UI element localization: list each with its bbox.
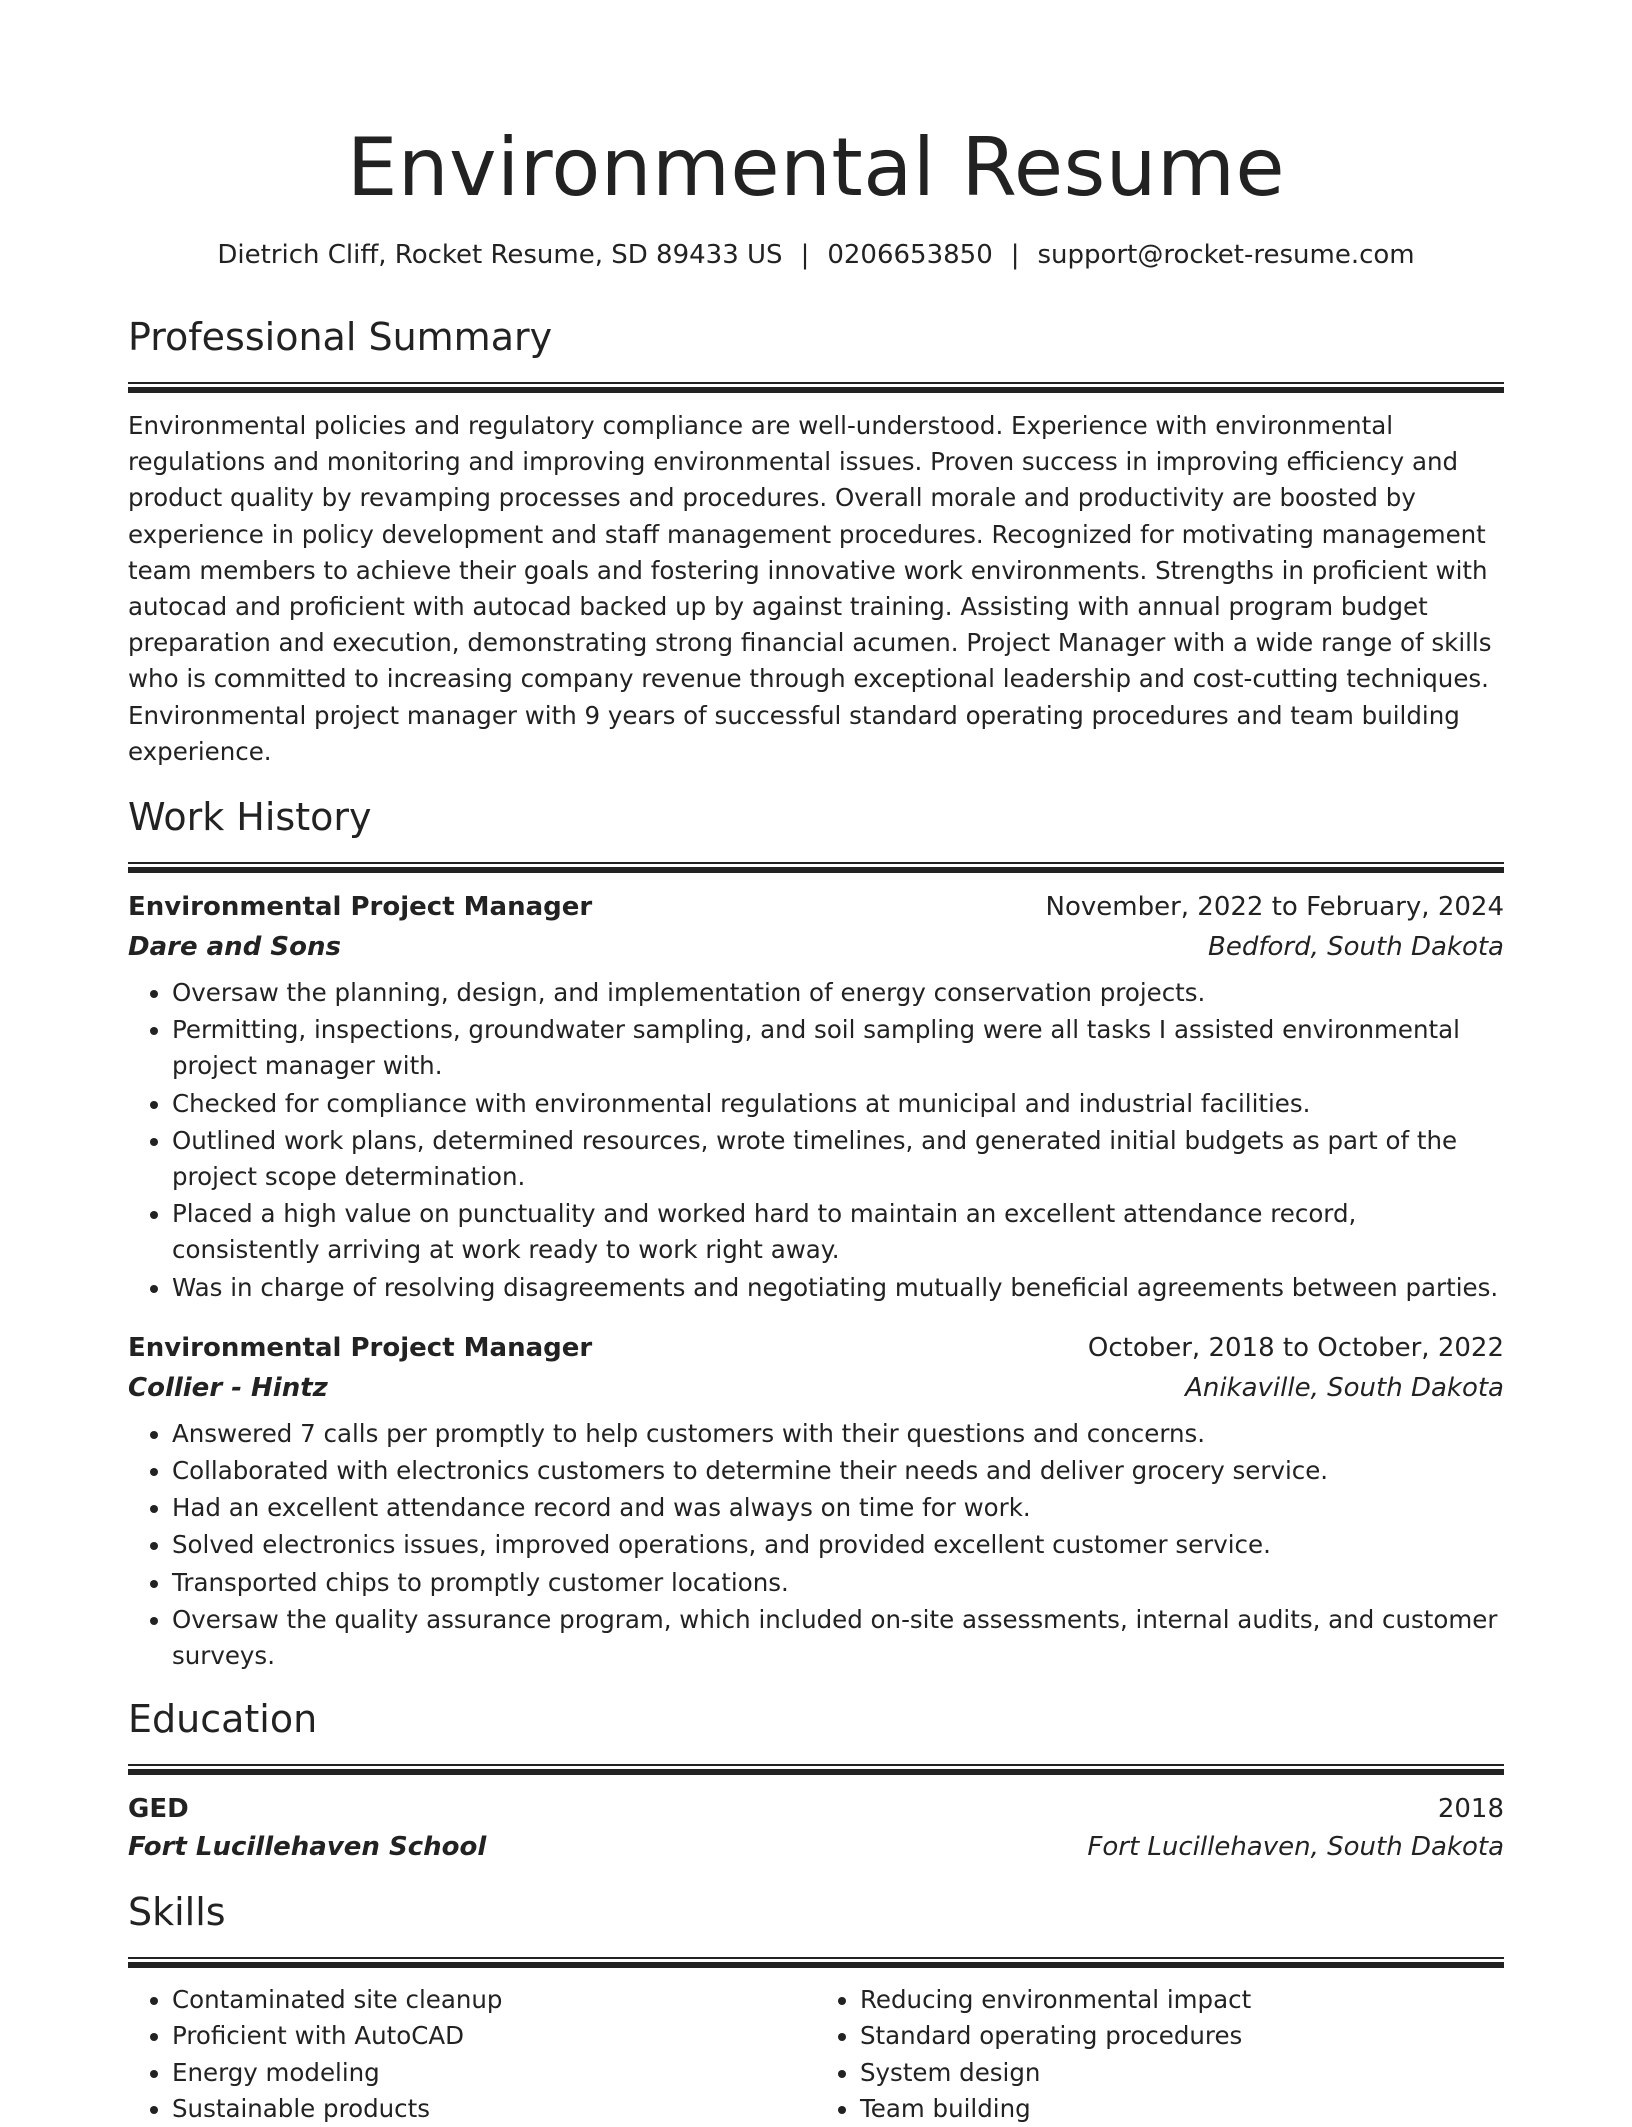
list-item: • Checked for compliance with environmental regulations at municipal and industrial facilities. xyxy=(172,1086,1504,1122)
skill-item: • Contaminated site cleanup xyxy=(172,1982,816,2018)
section-heading-summary: Professional Summary xyxy=(128,315,553,359)
work-history-section xyxy=(128,792,1504,1674)
skill-item: • System design xyxy=(860,2055,1504,2091)
contact-address: Dietrich Cliff, Rocket Resume, SD 89433 US xyxy=(217,240,783,270)
list-item: • Answered 7 calls per promptly to help customers with their questions and concerns. xyxy=(172,1416,1504,1452)
section-divider xyxy=(128,862,1504,873)
list-item: • Permitting, inspections, groundwater sampling, and soil sampling were all tasks I assisted environmental project manager with. xyxy=(172,1012,1504,1084)
section-divider xyxy=(128,382,1504,393)
resume-title: Environmental Resume xyxy=(346,121,1286,214)
list-item: • Had an excellent attendance record and was always on time for work. xyxy=(172,1490,1504,1526)
job-location: Bedford, South Dakota xyxy=(1208,932,1504,963)
education-header-row xyxy=(128,1791,1504,1827)
education-section xyxy=(128,1694,1504,1865)
job-company-row xyxy=(128,1370,1504,1406)
education-school-row xyxy=(128,1829,1504,1865)
list-item: • Placed a high value on punctuality and worked hard to maintain an excellent attendance record, consistently arriving at work ready to work right away. xyxy=(172,1196,1504,1268)
job-entry xyxy=(128,889,1504,1306)
job-location: Anikaville, South Dakota xyxy=(1185,1372,1504,1403)
contact-separator: | xyxy=(1010,240,1020,270)
skill-item: • Sustainable products xyxy=(172,2091,816,2127)
job-title: Environmental Project Manager xyxy=(128,892,593,923)
skills-list-left xyxy=(128,1982,816,2127)
list-item: • Solved electronics issues, improved operations, and provided excellent customer service. xyxy=(172,1527,1504,1563)
list-item: • Oversaw the planning, design, and implementation of energy conservation projects. xyxy=(172,975,1504,1011)
skills-list-right xyxy=(816,1982,1504,2127)
job-company: Collier - Hintz xyxy=(128,1372,328,1403)
job-header-row xyxy=(128,1330,1504,1366)
skill-item: • Standard operating procedures xyxy=(860,2018,1504,2054)
skill-item: • Energy modeling xyxy=(172,2055,816,2091)
list-item: • Was in charge of resolving disagreements and negotiating mutually beneficial agreements between parties. xyxy=(172,1270,1504,1306)
job-header-row xyxy=(128,889,1504,925)
summary-text: Environmental policies and regulatory compliance are well-understood. Experience with environmental regulations and monitoring and improving environmental issues. Proven success in improving efficiency and product quality by revamping processes and procedures. Overall morale and productivity are boosted by experience in policy development and staff management procedures. Recognized for motivating management team members to achieve their goals and fostering innovative work environments. Strengths in proficient with autocad and proficient with autocad backed up by against training. Assisting with annual program budget preparation and execution, demonstrating strong financial acumen. Project Manager with a wide range of skills who is committed to increasing company revenue through exceptional leadership and cost-cutting techniques. Environmental project manager with 9 years of successful standard operating procedures and team building experience. xyxy=(128,411,1492,766)
education-location: Fort Lucillehaven, South Dakota xyxy=(1087,1832,1504,1863)
section-divider xyxy=(128,1957,1504,1968)
skill-item: • Team building xyxy=(860,2091,1504,2127)
skills-columns xyxy=(128,1982,1504,2127)
list-item: • Outlined work plans, determined resources, wrote timelines, and generated initial budgets as part of the project scope determination. xyxy=(172,1123,1504,1195)
education-degree: GED xyxy=(128,1794,189,1825)
list-item: • Oversaw the quality assurance program, which included on-site assessments, internal audits, and customer surveys. xyxy=(172,1602,1504,1674)
job-company-row xyxy=(128,929,1504,965)
section-heading-work-history: Work History xyxy=(128,795,372,840)
skills-section xyxy=(128,1887,1504,2127)
contact-phone: 0206653850 xyxy=(827,240,993,270)
skill-item: • Reducing environmental impact xyxy=(860,1982,1504,2018)
summary-section xyxy=(128,312,1504,770)
section-heading-education: Education xyxy=(128,1697,318,1742)
skill-item: • Proficient with AutoCAD xyxy=(172,2018,816,2054)
education-school: Fort Lucillehaven School xyxy=(128,1832,487,1863)
job-dates: November, 2022 to February, 2024 xyxy=(1045,892,1504,923)
education-year: 2018 xyxy=(1437,1794,1504,1825)
job-company: Dare and Sons xyxy=(128,932,341,963)
section-divider xyxy=(128,1764,1504,1775)
job-bullet-list xyxy=(128,1416,1504,1674)
job-title: Environmental Project Manager xyxy=(128,1332,593,1363)
contact-separator: | xyxy=(800,240,810,270)
job-dates: October, 2018 to October, 2022 xyxy=(1087,1332,1504,1363)
contact-line xyxy=(128,238,1504,272)
job-bullet-list xyxy=(128,975,1504,1306)
list-item: • Transported chips to promptly customer locations. xyxy=(172,1565,1504,1601)
job-entry xyxy=(128,1330,1504,1674)
section-heading-skills: Skills xyxy=(128,1890,226,1935)
list-item: • Collaborated with electronics customers to determine their needs and deliver grocery service. xyxy=(172,1453,1504,1489)
contact-email[interactable]: support@rocket-resume.com xyxy=(1037,240,1415,270)
